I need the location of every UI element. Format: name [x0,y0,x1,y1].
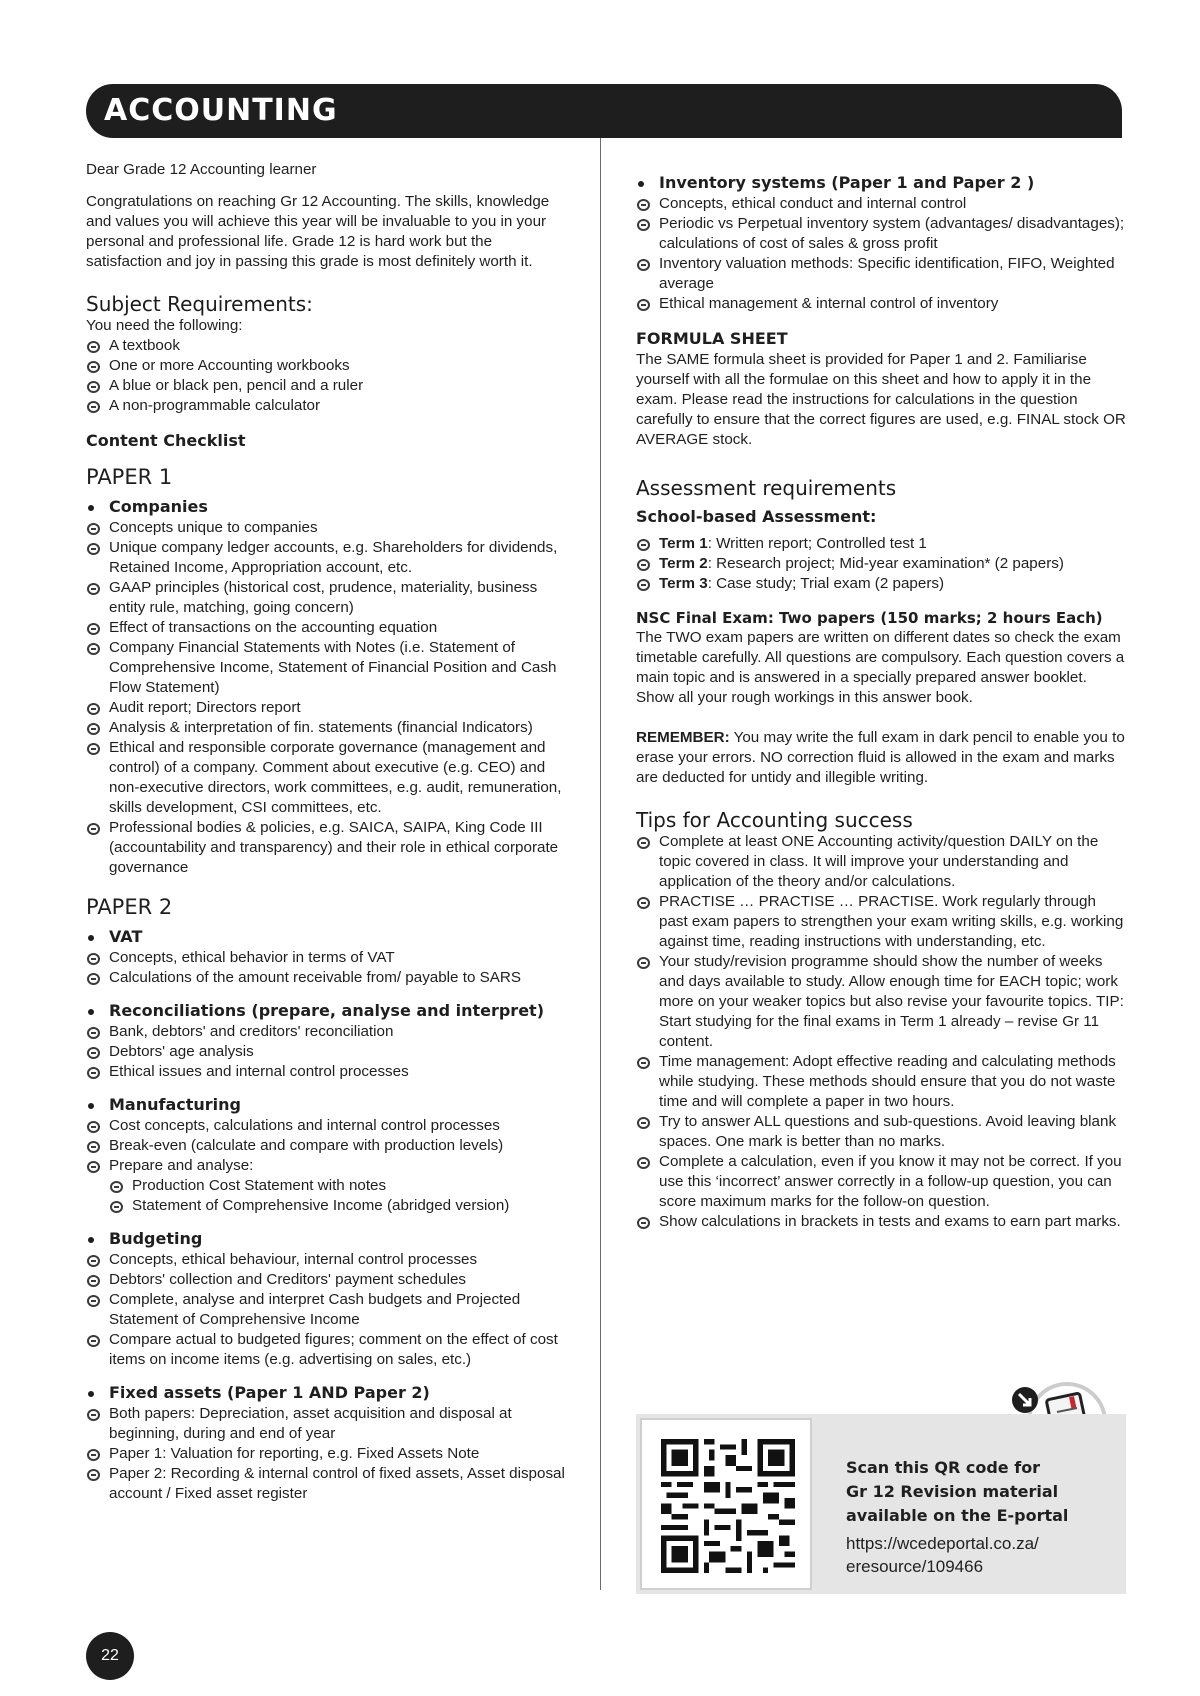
list-item: GAAP principles (historical cost, prudence, materiality, business entity rule, matching, going concern) [86,578,572,618]
circle-arrow-icon [87,623,100,635]
fixed-assets-list [86,1404,572,1504]
circle-arrow-icon [87,723,100,735]
remember-note: REMEMBER: You may write the full exam in dark pencil to enable you to erase your errors. NO correction fluid is allowed in the exam and marks are deducted for untidy and illegible writing. [636,729,1125,786]
tips-heading: Tips for Accounting success [636,808,913,832]
circle-arrow-icon [87,1161,100,1173]
topic-reconciliations: Reconciliations (prepare, analyse and interpret) [86,1000,572,1022]
circle-arrow-icon [637,299,650,311]
circle-arrow-icon [87,361,100,373]
circle-arrow-icon [637,579,650,591]
formula-sheet-heading: FORMULA SHEET [636,329,788,348]
circle-arrow-icon [87,953,100,965]
circle-arrow-icon [637,1157,650,1169]
circle-arrow-icon [637,1057,650,1069]
circle-arrow-icon [87,543,100,555]
manufacturing-list [86,1116,572,1176]
circle-arrow-icon [87,1121,100,1133]
formula-sheet-text: The SAME formula sheet is provided for Paper 1 and 2. Familiarise yourself with all the formulae on this sheet and how to apply it in the exam. Please read the instructions for calculations in the question carefully to ensure that the correct figures are used, e.g. FINAL stock OR AVERAGE stock. [636,351,1126,448]
list-item: A textbook [86,336,572,356]
circle-arrow-icon [87,823,100,835]
tips-list [636,832,1126,1232]
greeting: Dear Grade 12 Accounting learner [86,161,317,178]
list-item: Your study/revision programme should show the number of weeks and days available to study. Allow enough time for EACH topic; work more on your weaker topics but also revise your favourite topics. TIP: Start studying for the final exams in Term 1 already – revise Gr 11 content. [636,952,1126,1052]
title-banner [86,84,1122,138]
list-item: One or more Accounting workbooks [86,356,572,376]
list-item: Concepts, ethical conduct and internal control [636,194,1126,214]
circle-arrow-icon [637,1117,650,1129]
topic-budgeting: Budgeting [86,1228,572,1250]
page-number: 22 [86,1632,134,1680]
circle-arrow-icon [637,539,650,551]
companies-list [86,518,572,878]
list-item: Paper 2: Recording & internal control of fixed assets, Asset disposal account / Fixed asset register [86,1464,572,1504]
circle-arrow-icon [637,259,650,271]
list-item: Concepts, ethical behavior in terms of VAT [86,948,572,968]
list-item: A blue or black pen, pencil and a ruler [86,376,572,396]
page-title: ACCOUNTING [104,93,338,128]
list-item: Complete a calculation, even if you know it may not be correct. If you use this ‘incorrect’ answer correctly in a follow-up question, you can score maximum marks for the follow-on question. [636,1152,1126,1212]
circle-arrow-icon [637,837,650,849]
list-item: Complete, analyse and interpret Cash budgets and Projected Statement of Comprehensive Income [86,1290,572,1330]
circle-arrow-icon [637,957,650,969]
list-item: Prepare and analyse: [86,1156,572,1176]
list-item: Periodic vs Perpetual inventory system (advantages/ disadvantages); calculations of cost of sales & gross profit [636,214,1126,254]
requirements-list [86,336,572,416]
circle-arrow-icon [87,643,100,655]
circle-arrow-icon [637,199,650,211]
circle-arrow-icon [87,381,100,393]
qr-caption-line: Gr 12 Revision material [846,1482,1059,1501]
list-item: Ethical management & internal control of inventory [636,294,1126,314]
list-item: Paper 1: Valuation for reporting, e.g. Fixed Assets Note [86,1444,572,1464]
nsc-text: The TWO exam papers are written on different dates so check the exam timetable carefully. All questions are compulsory. Each question covers a main topic and is answered in a specially prepared answer booklet. Show all your rough workings in this answer book. [636,629,1125,706]
inventory-list [636,194,1126,314]
intro-paragraph: Congratulations on reaching Gr 12 Accounting. The skills, knowledge and values you will achieve this year will be invaluable to you in your personal and professional life. Grade 12 is hard work but the satisfaction and joy in passing this grade is most definitely worth it. [86,193,550,270]
list-item: Both papers: Depreciation, asset acquisition and disposal at beginning, during and end of year [86,1404,572,1444]
qr-caption-line: available on the E-portal [846,1506,1069,1525]
list-item: Concepts, ethical behaviour, internal control processes [86,1250,572,1270]
list-item: A non-programmable calculator [86,396,572,416]
circle-arrow-icon [87,523,100,535]
list-item: Show calculations in brackets in tests and exams to earn part marks. [636,1212,1126,1232]
list-item: Statement of Comprehensive Income (abridged version) [86,1196,572,1216]
list-item: Production Cost Statement with notes [86,1176,572,1196]
list-item: Effect of transactions on the accounting equation [86,618,572,638]
sba-heading: School-based Assessment: [636,507,877,526]
qr-caption-block [846,1456,1116,1578]
list-item: Debtors' collection and Creditors' payment schedules [86,1270,572,1290]
qr-code-frame [640,1418,812,1590]
assessment-heading: Assessment requirements [636,476,897,500]
topic-inventory: Inventory systems (Paper 1 and Paper 2 ) [636,172,1126,194]
circle-arrow-icon [87,1449,100,1461]
subject-requirements-heading: Subject Requirements: [86,292,313,316]
budgeting-list [86,1250,572,1370]
list-item: Time management: Adopt effective reading and calculating methods while studying. These methods should ensure that you do not waste time and will complete a paper in two hours. [636,1052,1126,1112]
qr-panel [636,1414,1126,1594]
circle-arrow-icon [87,1141,100,1153]
left-column [86,160,572,1504]
circle-arrow-icon [87,1409,100,1421]
list-item: Break-even (calculate and compare with production levels) [86,1136,572,1156]
list-item: Professional bodies & policies, e.g. SAICA, SAIPA, King Code III (accountability and transparency) and their role in ethical corporate governance [86,818,572,878]
circle-arrow-icon [637,219,650,231]
reconciliations-list [86,1022,572,1082]
circle-arrow-icon [87,1335,100,1347]
list-item: Concepts unique to companies [86,518,572,538]
circle-arrow-icon [87,401,100,413]
column-divider [600,138,601,1590]
circle-arrow-icon [87,1047,100,1059]
list-item: Term 1: Written report; Controlled test 1 [636,534,1126,554]
list-item: Company Financial Statements with Notes (i.e. Statement of Comprehensive Income, Statement of Financial Position and Cash Flow Statement) [86,638,572,698]
circle-arrow-icon [87,743,100,755]
circle-arrow-icon [87,703,100,715]
list-item: Analysis & interpretation of fin. statements (financial Indicators) [86,718,572,738]
list-item: Bank, debtors' and creditors' reconciliation [86,1022,572,1042]
circle-arrow-icon [87,1027,100,1039]
circle-arrow-icon [87,1255,100,1267]
circle-arrow-icon [87,341,100,353]
circle-arrow-icon [87,1067,100,1079]
list-item: Complete at least ONE Accounting activity/question DAILY on the topic covered in class. It will improve your understanding and application of the theory and/or calculations. [636,832,1126,892]
list-item: Try to answer ALL questions and sub-questions. Avoid leaving blank spaces. One mark is better than no marks. [636,1112,1126,1152]
topic-companies: Companies [86,496,572,518]
circle-arrow-icon [110,1201,123,1213]
circle-arrow-icon [637,559,650,571]
right-column [636,172,1126,1232]
topic-vat: VAT [86,926,572,948]
list-item: Calculations of the amount receivable from/ payable to SARS [86,968,572,988]
circle-arrow-icon [637,1217,650,1229]
manufacturing-sublist [86,1176,572,1216]
circle-arrow-icon [87,1295,100,1307]
list-item: Compare actual to budgeted figures; comment on the effect of cost items on income items (e.g. advertising on sales, etc.) [86,1330,572,1370]
requirements-lead: You need the following: [86,317,243,334]
circle-arrow-icon [87,1275,100,1287]
circle-arrow-icon [87,583,100,595]
circle-arrow-icon [110,1181,123,1193]
circle-arrow-icon [87,1469,100,1481]
list-item: Cost concepts, calculations and internal control processes [86,1116,572,1136]
terms-list [636,534,1126,594]
qr-code[interactable] [661,1439,795,1573]
paper-1-heading: PAPER 1 [86,465,173,489]
list-item: Ethical issues and internal control processes [86,1062,572,1082]
list-item: Inventory valuation methods: Specific identification, FIFO, Weighted average [636,254,1126,294]
e-portal-link[interactable]: https://wcedeportal.co.za/ eresource/109466 [846,1534,1039,1576]
circle-arrow-icon [87,973,100,985]
content-checklist-heading: Content Checklist [86,431,246,450]
paper-2-heading: PAPER 2 [86,895,173,919]
circle-arrow-icon [637,897,650,909]
list-item: Term 2: Research project; Mid-year examination* (2 papers) [636,554,1126,574]
remember-label: REMEMBER: [636,729,730,746]
nsc-heading: NSC Final Exam: Two papers (150 marks; 2 hours Each) [636,609,1103,627]
list-item: Audit report; Directors report [86,698,572,718]
topic-fixed-assets: Fixed assets (Paper 1 AND Paper 2) [86,1382,572,1404]
list-item: Debtors' age analysis [86,1042,572,1062]
list-item: PRACTISE … PRACTISE … PRACTISE. Work regularly through past exam papers to strengthen your exam writing skills, e.g. working against time, reading instructions with understanding, etc. [636,892,1126,952]
topic-manufacturing: Manufacturing [86,1094,572,1116]
qr-caption-line: Scan this QR code for [846,1458,1041,1477]
list-item: Ethical and responsible corporate governance (management and control) of a company. Comment about executive (e.g. CEO) and non-executive directors, work committees, e.g. audit, remuneration, skills development, CSI committees, etc. [86,738,572,818]
vat-list [86,948,572,988]
list-item: Unique company ledger accounts, e.g. Shareholders for dividends, Retained Income, Appropriation account, etc. [86,538,572,578]
list-item: Term 3: Case study; Trial exam (2 papers) [636,574,1126,594]
